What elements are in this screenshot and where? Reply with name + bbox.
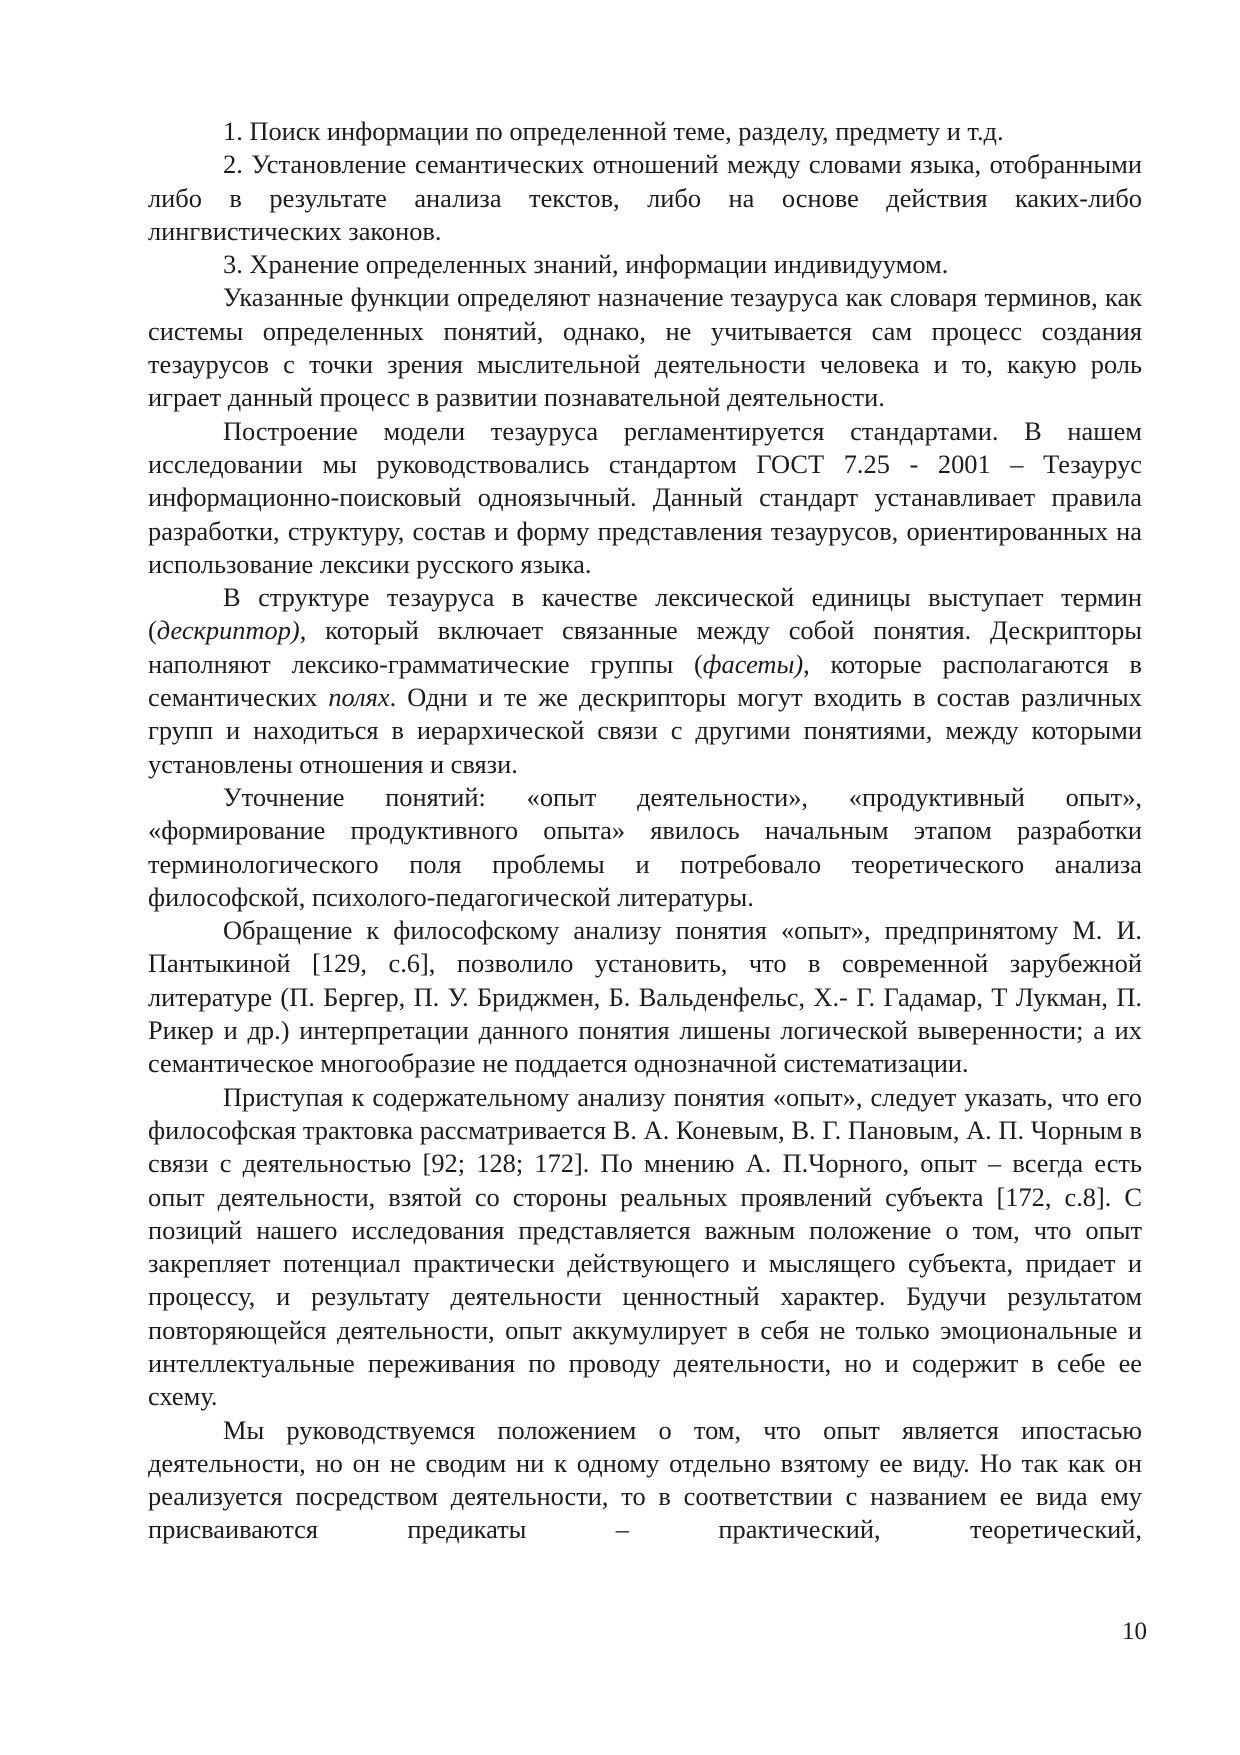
paragraph [148,1081,1142,1414]
text-run: 1. Поиск информации по определенной теме, разделу, предмету и т.д. [223,116,1004,146]
paragraph [148,248,1142,281]
page-number: 10 [1122,1618,1147,1645]
text-run: 2. Установление семантических отношений между словами языка, отобранными либо в результате анализа текстов, либо на основе действия каких-либо лингвистических законов. [148,149,1142,246]
italic-term: фасеты) [702,648,804,679]
text-run: 3. Хранение определенных знаний, информации индивидуумом. [223,249,949,280]
text-run: Указанные функции определяют назначение тезауруса как словаря терминов, как системы определенных понятий, однако, не учитывается сам процесс создания тезаурусов с точки зрения мыслительной деятельности человека и то, какую роль играет данный процесс в развитии познавательной деятельности. [148,282,1142,413]
body-text [148,115,1142,1547]
text-run: Приступая к содержательному анализу понятия «опыт», следует указать, что его философская трактовка рассматривается В. А. Коневым, В. Г. Пановым, А. П. Чорным в связи с деятельностью [92; 128; 172]. По мнению А. П.Чорного, опыт – всегда есть опыт деятельности, взятой со стороны реальных проявлений субъекта [172, с.8]. С позиций нашего исследования представляется важным положение о том, что опыт закрепляет потенциал практически действующего и мыслящего субъекта, придает и процессу, и результату деятельности ценностный характер. Будучи результатом повторяющейся деятельности, опыт аккумулирует в себя не только эмоциональные и интеллектуальные переживания по проводу деятельности, но и содержит в себе ее схему. [148,1081,1142,1412]
paragraph [148,148,1142,248]
text-run: Обращение к философскому анализу понятия «опыт», предпринятому М. И. Пантыкиной [129, с.6], позволило установить, что в современной зарубежной литературе (П. Бергер, П. У. Бриджмен, Б. Вальденфельс, Х.- Г. Гадамар, Т Лукман, П. Рикер и др.) интерпретации данного понятия лишены логической выверенности; а их семантическое многообразие не поддается однозначной систематизации. [148,915,1142,1079]
paragraph [148,281,1142,414]
italic-term: полях [328,682,390,713]
paragraph [148,914,1142,1080]
text-run: В структуре тезауруса в качестве лексической единицы выступает термин ( [148,582,1142,646]
text-run: , которые располагаются в семантических [148,648,1142,713]
text-run: Уточнение понятий: «опыт деятельности», «продуктивный опыт», «формирование продуктивного опыта» явилось начальным этапом разработки терминологического поля проблемы и потребовало теоретического анализа философской, психолого-педагогической литературы. [148,781,1142,912]
text-run: . Одни и те же дескрипторы могут входить в состав различных групп и находиться в иерархической связи с другими понятиями, между которыми установлены отношения и связи. [148,682,1142,779]
paragraph [148,415,1142,581]
paragraph [148,781,1142,914]
text-run: Построение модели тезауруса регламентируется стандартами. В нашем исследовании мы руководствовались стандартом ГОСТ 7.25 - 2001 – Тезаурус информационно-поисковый одноязычный. Данный стандарт устанавливает правила разработки, структуру, состав и форму представления тезаурусов, ориентированных на использование лексики русского языка. [148,415,1142,579]
paragraph [148,1414,1142,1547]
paragraph [148,581,1142,781]
text-run: Мы руководствуемся положением о том, что опыт является ипостасью деятельности, но он не сводим ни к одному отдельно взятому ее виду. Но так как он реализуется посредством деятельности, то в соответствии с названием ее вида ему присваиваются предикаты – практический, теоретический, [148,1414,1142,1545]
paragraph [148,115,1142,148]
italic-term: дескриптор) [156,615,300,646]
text-run: , который включает связанные между собой понятия. Дескрипторы наполняют лексико-грамматические группы ( [148,615,1142,679]
